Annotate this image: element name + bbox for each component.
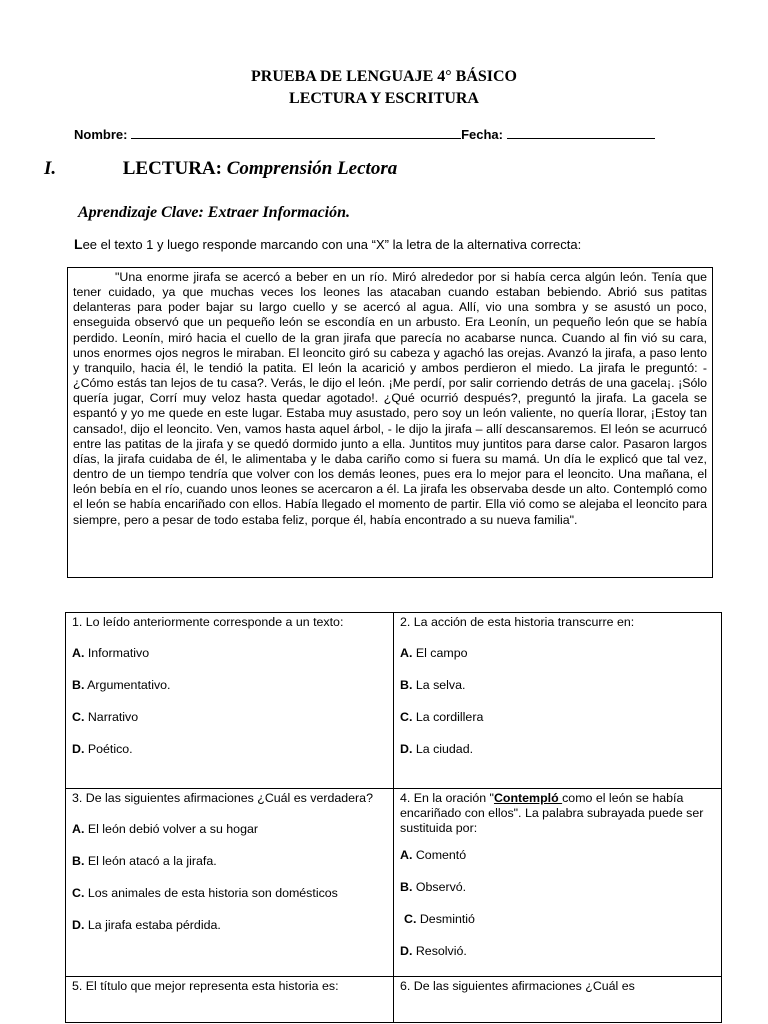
- fecha-field[interactable]: [507, 127, 655, 139]
- question-6: [394, 977, 722, 1023]
- section-label: LECTURA:: [122, 158, 222, 179]
- question-3: [66, 789, 394, 977]
- fecha-label: Fecha:: [461, 127, 503, 142]
- nombre-field[interactable]: [131, 127, 461, 139]
- nombre-label: Nombre:: [74, 127, 128, 142]
- underlined-word: Contempló: [493, 791, 563, 805]
- instruction: [74, 236, 581, 252]
- question-text: 1. Lo leído anteriormente corresponde a un texto:: [72, 615, 344, 629]
- test-subtitle: LECTURA Y ESCRITURA: [289, 90, 479, 107]
- option-b[interactable]: B. Observó.: [400, 880, 467, 894]
- name-date-line: [74, 127, 655, 142]
- question-1: [66, 613, 394, 789]
- option-c[interactable]: C. Narrativo: [72, 710, 139, 724]
- option-c[interactable]: C. La cordillera: [400, 710, 484, 724]
- instruction-text: ee el texto 1 y luego responde marcando con una “X” la letra de la alternativa correcta:: [82, 237, 582, 252]
- option-a[interactable]: A. Informativo: [72, 646, 150, 660]
- option-d[interactable]: D. Resolvió.: [400, 944, 467, 958]
- story-text: "Una enorme jirafa se acercó a beber en un río. Miró alrededor por si había cerca algún león. Tenía que tener cuidado, ya que muchas veces los leones las atacaban cuando estaban bebiendo. Abrió sus patitas delanteras para poder bajar su largo cuello y se acercó al agua. Allí, vio una sombra y se asustó un poco, enseguida observó que un pequeño león se escondía en un arbusto. Era Leonín, un pequeño león que se había perdido. Leonín, miró hacia el cuello de la gran jirafa que parecía no acabarse nunca. Cuando al fin vió su cara, unos enormes ojos negros le miraban. El leoncito giró su cabeza y agachó las orejas. Avanzó la jirafa, a paso lento y tranquilo, hacia él, le tendió la patita. El león la acarició y ambos perdieron el miedo. La jirafa le preguntó: - ¿Cómo estás tan lejos de tu casa?. Verás, le dijo el león. ¡Me perdí, por salir corriendo detrás de una gacela¡. ¡Sólo quería jugar, Corrí muy veloz hasta quedar agotado!. ¿Qué ocurrió después?, preguntó la jirafa. La gacela se espantó y yo me quede en este lugar. Estaba muy asustado, pero soy un león valiente, no quería llorar, ¡Estoy tan cansado!, dijo el leoncito. Ven, vamos hasta aquel árbol, - le dijo la jirafa – allí descansaremos. El león se acurrucó entre las patitas de la jirafa y se quedó dormido junto a ella. Juntitos muy juntitos para darse calor. Pasaron largos días, la jirafa cuidaba de él, le alimentaba y le daba cariño como si fuera su mamá. Un día le explicó que tal vez, dentro de un tiempo tendría que volver con los demás leones, pues era lo mejor para el leoncito. Una mañana, el león bebía en el río, cuando unos leones se acercaron a él. La jirafa les observaba desde un alto. Contempló como el león se había encariñado con ellos. Había llegado el momento de partir. Ella vió como se alejaba el leoncito para siempre, pero a pesar de todo estaba feliz, porque él, había encontrado a su nueva familia".: [73, 270, 707, 527]
- story-box: [67, 267, 713, 578]
- question-text: 3. De las siguientes afirmaciones ¿Cuál es verdadera?: [72, 791, 373, 805]
- option-a[interactable]: A. El león debió volver a su hogar: [72, 822, 258, 836]
- question-2: [394, 613, 722, 789]
- option-b[interactable]: B. El león atacó a la jirafa.: [72, 854, 217, 868]
- question-4: [394, 789, 722, 977]
- section-subtitle: Comprensión Lectora: [226, 158, 398, 179]
- option-a[interactable]: A. Comentó: [400, 848, 467, 862]
- option-c[interactable]: C. Los animales de esta historia son domésticos: [72, 886, 338, 900]
- option-d[interactable]: D. La ciudad.: [400, 742, 474, 756]
- test-title: PRUEBA DE LENGUAJE 4° BÁSICO: [251, 68, 517, 85]
- option-c[interactable]: C. Desmintió: [404, 912, 475, 926]
- question-text: 4. En la oración "Contempló como el león se había encariñado con ellos". La palabra subrayada puede ser sustituida por:: [400, 791, 704, 835]
- question-5: [66, 977, 394, 1023]
- option-a[interactable]: A. El campo: [400, 646, 468, 660]
- option-d[interactable]: D. Poético.: [72, 742, 133, 756]
- option-b[interactable]: B. Argumentativo.: [72, 678, 171, 692]
- questions-table: [65, 612, 722, 1023]
- learning-objective: Aprendizaje Clave: Extraer Información.: [78, 204, 351, 221]
- option-d[interactable]: D. La jirafa estaba pérdida.: [72, 918, 221, 932]
- question-text: 2. La acción de esta historia transcurre en:: [400, 615, 635, 629]
- instruction-initial: L: [74, 236, 83, 252]
- option-b[interactable]: B. La selva.: [400, 678, 466, 692]
- question-text: 6. De las siguientes afirmaciones ¿Cuál es: [400, 979, 635, 993]
- question-text: 5. El título que mejor representa esta historia es:: [72, 979, 339, 993]
- section-heading: [44, 158, 397, 180]
- section-number: I.: [44, 158, 57, 179]
